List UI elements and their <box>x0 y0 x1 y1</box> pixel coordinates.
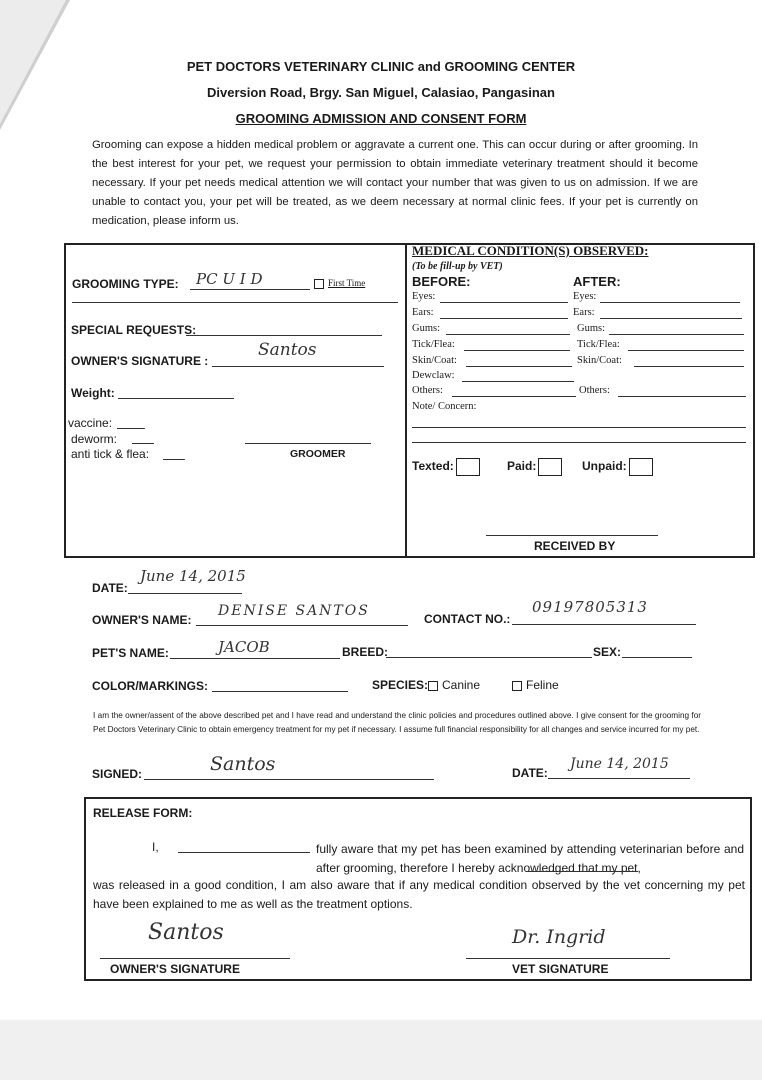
texted-field <box>412 458 480 476</box>
after-skincoat-line[interactable] <box>634 366 744 367</box>
after-ears: Ears: <box>573 307 595 318</box>
unpaid-field <box>582 458 653 476</box>
feline-label: Feline <box>526 678 559 692</box>
pet-name-value[interactable]: JACOB <box>218 638 270 656</box>
received-by-label: RECEIVED BY <box>534 539 616 553</box>
before-dewclaw: Dewclaw: <box>412 370 455 381</box>
species-label: SPECIES: <box>372 678 429 692</box>
contact-line[interactable] <box>512 624 696 625</box>
before-eyes: Eyes: <box>412 291 436 302</box>
release-pet-line[interactable] <box>526 871 638 872</box>
paid-field <box>507 458 562 476</box>
before-ears: Ears: <box>412 307 434 318</box>
sex-label: SEX: <box>593 645 622 659</box>
date2-line[interactable] <box>548 778 690 779</box>
unpaid-label: Unpaid: <box>582 459 627 474</box>
release-text-part2: was released in a good condition, I am also aware that if any medical condition observed by the vet concerning my pet have been explained to me as well as the treatment options. <box>93 878 745 911</box>
release-vet-signature-label: VET SIGNATURE <box>512 962 609 976</box>
date2-value[interactable]: June 14, 2015 <box>570 756 669 772</box>
contact-value[interactable]: 09197805313 <box>532 598 648 616</box>
feline-option[interactable] <box>512 678 559 692</box>
before-eyes-line[interactable] <box>440 302 568 303</box>
feline-checkbox[interactable] <box>512 681 522 691</box>
signed-line[interactable] <box>144 779 434 780</box>
release-text-part1: fully aware that my pet has been examined by attending veterinarian before and after grooming, therefore I hereby acknowledged that my pet, <box>316 842 744 875</box>
groomer-label: GROOMER <box>290 448 346 460</box>
paid-label: Paid: <box>507 459 537 474</box>
owner-signature-line[interactable] <box>212 366 384 367</box>
owner-name-value[interactable]: DENISE SANTOS <box>218 603 370 619</box>
after-tickflea-line[interactable] <box>628 350 744 351</box>
release-owner-signature-label: OWNER'S SIGNATURE <box>110 962 240 976</box>
breed-line[interactable] <box>386 657 592 658</box>
unpaid-checkbox[interactable] <box>629 458 653 476</box>
after-gums: Gums: <box>577 323 606 334</box>
before-others-line[interactable] <box>452 396 576 397</box>
grooming-type-label: GROOMING TYPE: <box>72 277 179 291</box>
after-eyes: Eyes: <box>573 291 597 302</box>
medical-subtitle: (To be fill-up by VET) <box>412 261 503 272</box>
signed-handwriting: Santos <box>210 753 276 775</box>
release-title: RELEASE FORM: <box>93 806 193 820</box>
pet-name-line[interactable] <box>170 658 340 659</box>
color-markings-line[interactable] <box>212 691 348 692</box>
date-value[interactable]: June 14, 2015 <box>140 567 246 585</box>
note-line-1[interactable] <box>412 427 746 428</box>
before-others: Others: <box>412 385 443 396</box>
grooming-extra-line <box>72 302 398 303</box>
first-time-option[interactable] <box>314 278 365 289</box>
after-label: AFTER: <box>573 274 621 289</box>
received-by-line[interactable] <box>486 535 658 536</box>
special-requests-label: SPECIAL REQUESTS: <box>71 323 197 337</box>
after-eyes-line[interactable] <box>600 302 740 303</box>
release-vet-signature-line[interactable] <box>466 958 670 959</box>
date-line[interactable] <box>128 593 242 594</box>
release-name-line[interactable] <box>178 852 310 853</box>
before-gums-line[interactable] <box>446 334 570 335</box>
owner-signature-label: OWNER'S SIGNATURE : <box>71 354 209 368</box>
box-divider <box>405 243 407 556</box>
pet-name-label: PET'S NAME: <box>92 646 169 660</box>
contact-label: CONTACT NO.: <box>424 612 511 626</box>
clinic-name: PET DOCTORS VETERINARY CLINIC and GROOMING CENTER <box>186 59 576 74</box>
weight-label: Weight: <box>71 386 115 400</box>
owner-name-label: OWNER'S NAME: <box>92 613 192 627</box>
canine-checkbox[interactable] <box>428 681 438 691</box>
texted-label: Texted: <box>412 459 454 474</box>
signed-label: SIGNED: <box>92 767 143 781</box>
before-ears-line[interactable] <box>440 318 568 319</box>
release-i-label: I, <box>152 840 159 854</box>
before-tickflea-line[interactable] <box>464 350 570 351</box>
clinic-address: Diversion Road, Brgy. San Miguel, Calasiao, Pangasinan <box>207 85 555 100</box>
after-skincoat: Skin/Coat: <box>577 355 622 366</box>
before-skincoat: Skin/Coat: <box>412 355 457 366</box>
texted-checkbox[interactable] <box>456 458 480 476</box>
owner-signature-handwriting: Santos <box>258 340 317 360</box>
note-concern-label: Note/ Concern: <box>412 401 477 412</box>
intro-paragraph: Grooming can expose a hidden medical problem or aggravate a current one. This can occur during or after grooming. In the best interest for your pet, we request your permission to obtain immediate veterinary treatment should it become necessary. If your pet needs medical attention we will contact your number that was given to us on admission. If we are unable to contact you, your pet will be treated, as we deem necessary at normal clinic fees. If your pet is currently on medication, please inform us. <box>92 139 698 227</box>
vaccine-line[interactable] <box>117 428 145 429</box>
groomer-signature-line[interactable] <box>245 443 371 444</box>
deworm-line[interactable] <box>132 443 154 444</box>
release-owner-signature-handwriting: Santos <box>148 920 224 945</box>
canine-label: Canine <box>442 678 481 692</box>
date-label: DATE: <box>92 581 128 595</box>
weight-line[interactable] <box>118 398 234 399</box>
grooming-type-value[interactable]: PC U I D <box>196 270 263 288</box>
owner-name-line[interactable] <box>196 625 408 626</box>
date2-label: DATE: <box>512 766 548 780</box>
sex-line[interactable] <box>622 657 692 658</box>
vaccine-label: vaccine: <box>68 416 113 430</box>
after-tickflea: Tick/Flea: <box>577 339 620 350</box>
special-requests-line[interactable] <box>186 335 382 336</box>
before-skincoat-line[interactable] <box>466 366 572 367</box>
consent-text: I am the owner/assent of the above described pet and I have read and understand the clinic policies and procedures outlined above. I give consent for the grooming for Pet Doctors Veterinary Clinic to obtain emergency treatment for my pet if necessary. I assume full financial responsibility for all changes and service incurred for my pet. <box>93 711 701 734</box>
scan-bottom-margin <box>0 1020 762 1080</box>
canine-option[interactable] <box>428 678 480 692</box>
paid-checkbox[interactable] <box>538 458 562 476</box>
grooming-type-line <box>190 289 310 290</box>
before-dewclaw-line[interactable] <box>462 381 574 382</box>
before-gums: Gums: <box>412 323 441 334</box>
first-time-label: First Time <box>328 278 366 288</box>
deworm-label: deworm: <box>71 432 118 446</box>
anti-tick-line[interactable] <box>163 459 185 460</box>
breed-label: BREED: <box>342 645 389 659</box>
before-label: BEFORE: <box>412 274 471 289</box>
note-line-2[interactable] <box>412 442 746 443</box>
after-others-line[interactable] <box>618 396 746 397</box>
after-ears-line[interactable] <box>600 318 742 319</box>
color-markings-label: COLOR/MARKINGS: <box>92 679 208 693</box>
form-title: GROOMING ADMISSION AND CONSENT FORM <box>235 111 527 126</box>
release-vet-signature-handwriting: Dr. Ingrid <box>512 926 606 948</box>
release-owner-signature-line[interactable] <box>100 958 290 959</box>
after-others: Others: <box>579 385 610 396</box>
medical-title: MEDICAL CONDITION(S) OBSERVED: <box>412 243 649 258</box>
anti-tick-label: anti tick & flea: <box>71 447 150 461</box>
after-gums-line[interactable] <box>609 334 744 335</box>
first-time-checkbox[interactable] <box>314 279 324 289</box>
before-tickflea: Tick/Flea: <box>412 339 455 350</box>
